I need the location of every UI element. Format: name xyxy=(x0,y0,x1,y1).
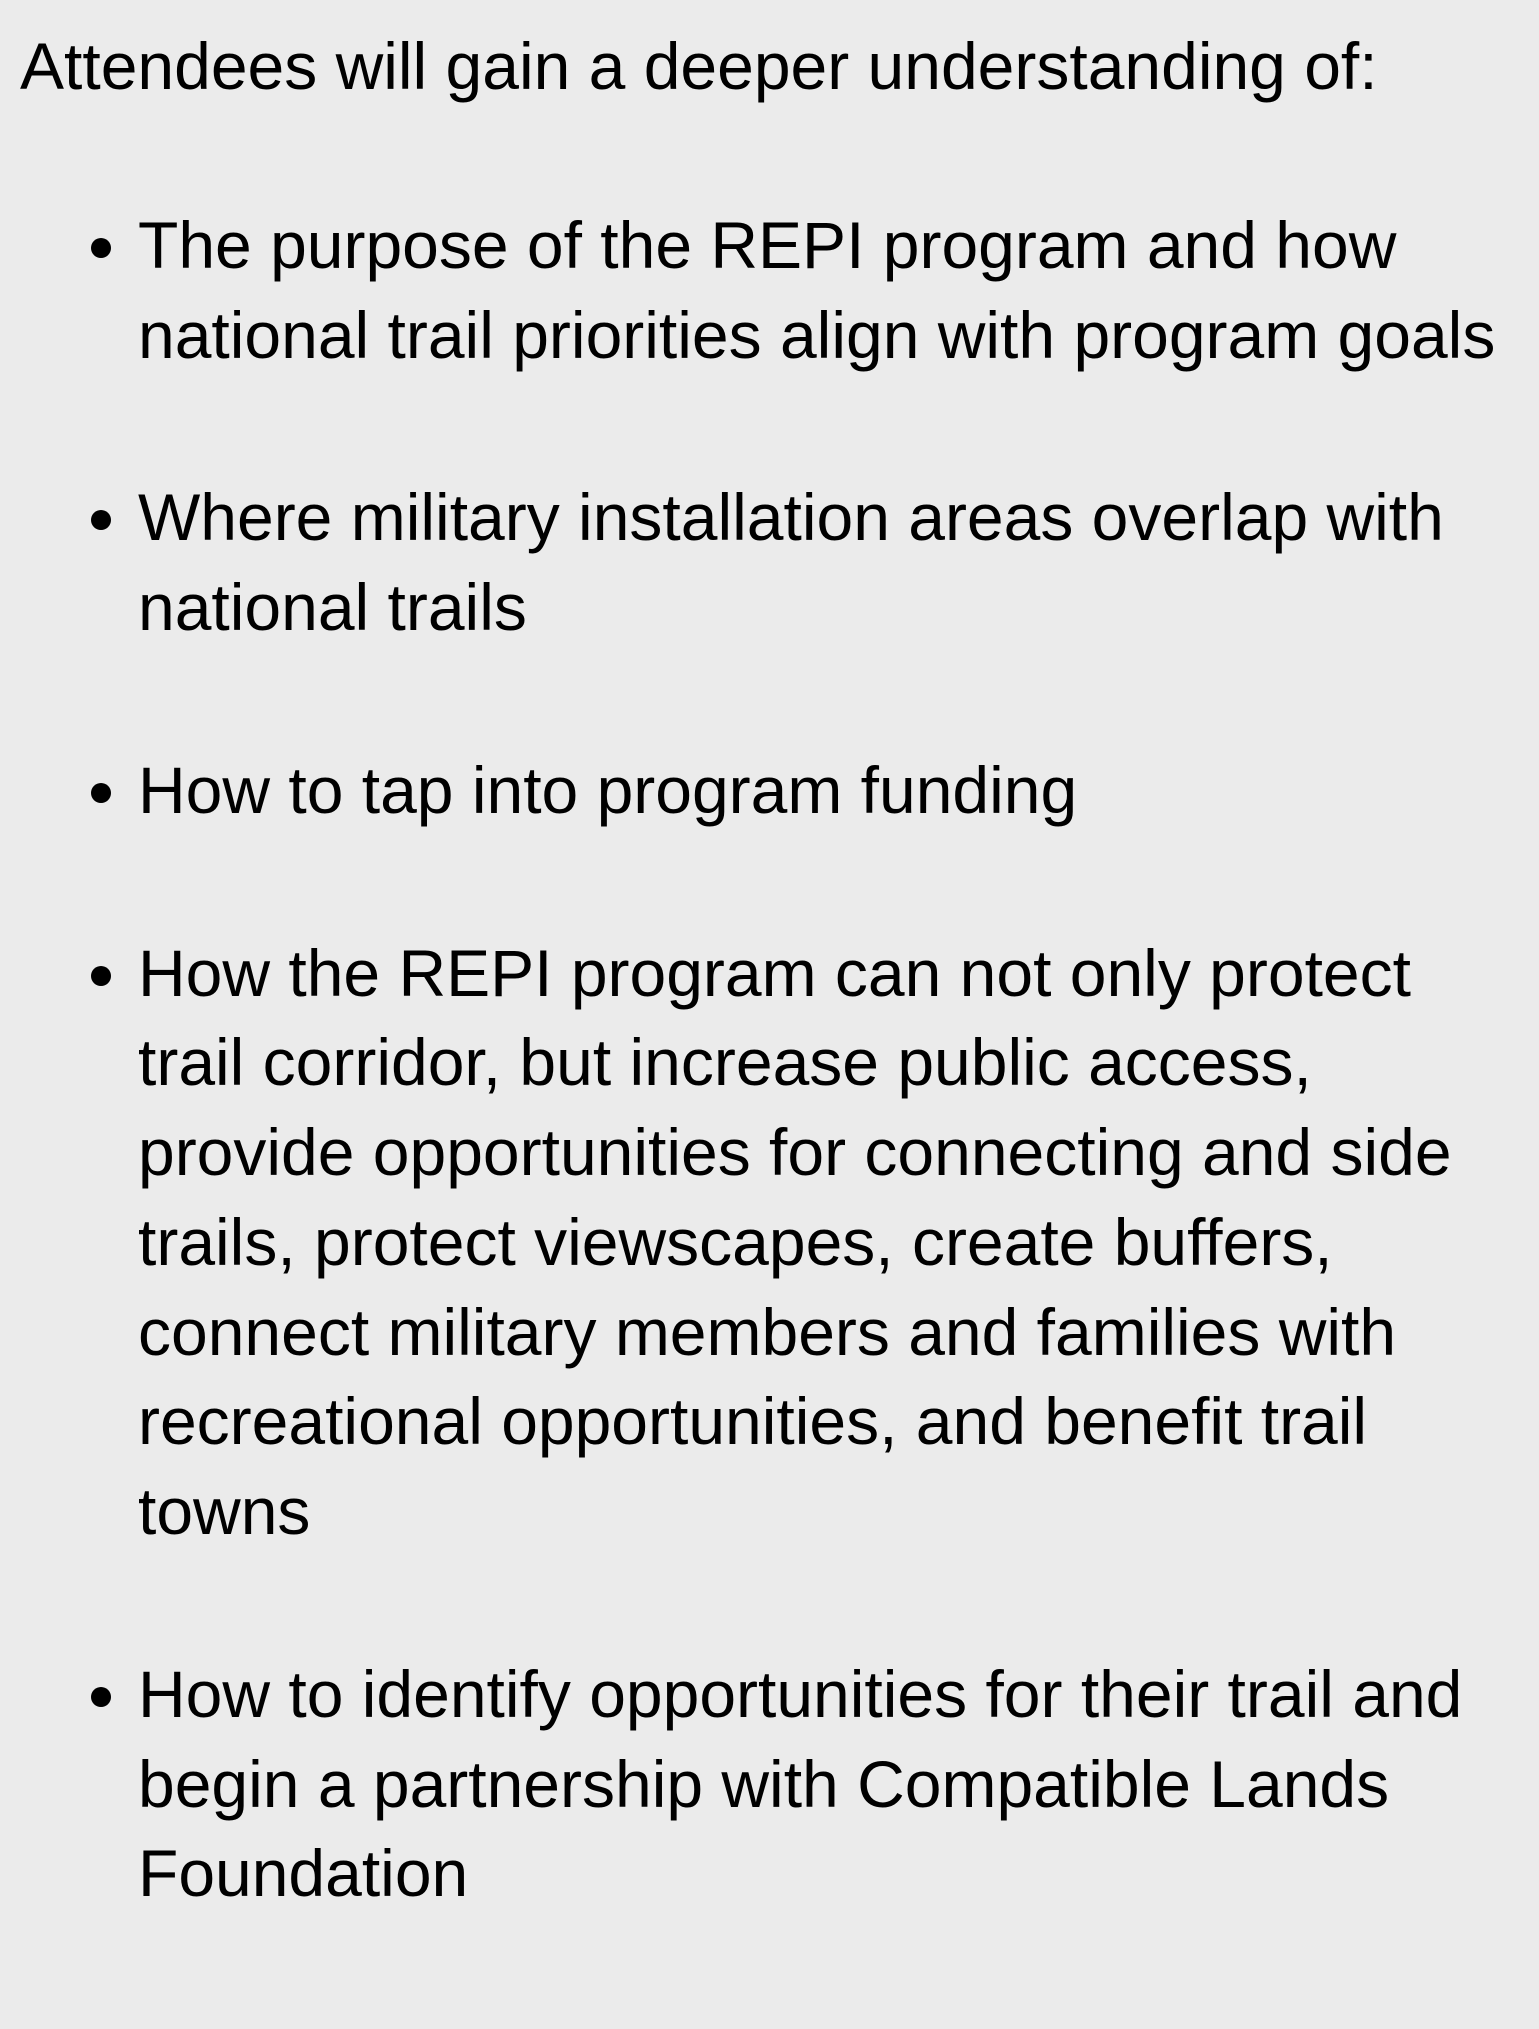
list-item: • Where military installation areas overlap with national trails xyxy=(138,473,1528,653)
list-item: • How to tap into program funding xyxy=(138,746,1528,836)
content-region xyxy=(20,22,1528,1919)
intro-text: Attendees will gain a deeper understanding of: xyxy=(20,29,1378,103)
list-item: • The purpose of the REPI program and how national trail priorities align with program goals xyxy=(138,201,1528,381)
list-item: • How the REPI program can not only protect trail corridor, but increase public access, provide opportunities for connecting and side trails, protect viewscapes, create buffers, connect military members and families with recreational opportunities, and benefit trail towns xyxy=(138,929,1528,1557)
learning-objectives-list xyxy=(20,201,1528,1919)
list-item: • How to identify opportunities for their trail and begin a partnership with Compatible Lands Foundation xyxy=(138,1650,1528,1919)
